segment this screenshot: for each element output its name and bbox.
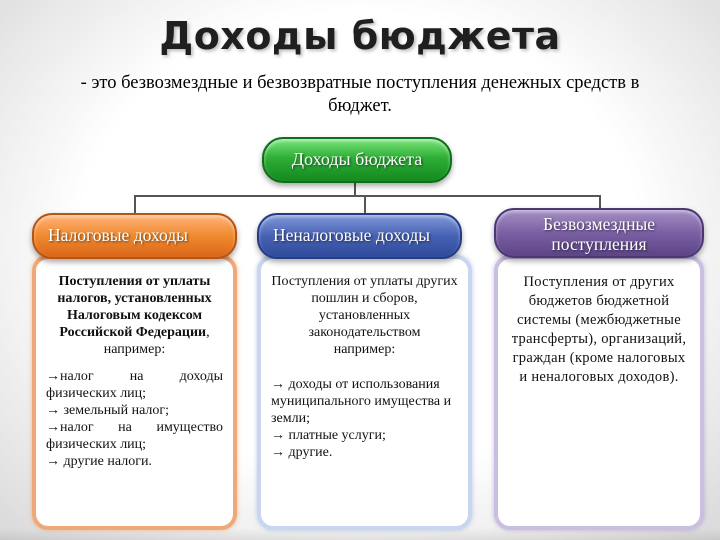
list-item: → другие налоги. [46, 454, 152, 469]
nontax-revenues-description [271, 273, 458, 358]
connector-horizontal [134, 195, 600, 197]
tax-revenues-description [46, 273, 223, 358]
list-item: → земельный налог; [46, 403, 170, 418]
connector-nontax [364, 195, 366, 215]
list-item: → платные услуги; [271, 428, 386, 443]
list-item: →налог на имущество физических лиц; [46, 420, 223, 452]
list-item: → доходы от использования муниципального имущества и земли; [271, 377, 452, 426]
nontax-revenues-box [257, 255, 472, 530]
nontax-suffix-text: например: [333, 342, 396, 357]
nontax-revenues-header-label: Неналоговые доходы [273, 225, 431, 245]
gratuitous-receipts-box [494, 255, 704, 530]
tax-description-text: Поступления от уплаты налогов, установленных Налоговым кодексом Российской Федерации [57, 274, 212, 340]
list-item: → другие. [271, 445, 333, 460]
root-connector-vertical [354, 181, 356, 196]
tax-revenues-box [32, 255, 237, 530]
tax-revenues-header-label: Налоговые доходы [48, 225, 188, 245]
tax-revenues-header [32, 213, 237, 259]
tax-suffix-text: , например: [103, 325, 210, 357]
gratuitous-receipts-header-label: Безвозмездные поступления [543, 214, 655, 254]
root-node: Доходы бюджета [262, 137, 452, 183]
nontax-description-text: Поступления от уплаты других пошлин и сборов, установленных законодательством [271, 274, 458, 340]
definition-text: - это безвозмездные и безвозвратные поступления денежных средств в бюджет. [80, 73, 640, 116]
list-item: →налог на доходы физических лиц; [46, 369, 223, 401]
nontax-revenues-header [257, 213, 462, 259]
gratuitous-receipts-description: Поступления от других бюджетов бюджетной системы (межбюджетные трансферты), организаций, граждан (кроме налоговых и неналоговых доходов). [511, 274, 687, 385]
connector-tax [134, 195, 136, 215]
page-title: Доходы бюджета [159, 14, 561, 58]
gratuitous-receipts-header [494, 208, 704, 258]
